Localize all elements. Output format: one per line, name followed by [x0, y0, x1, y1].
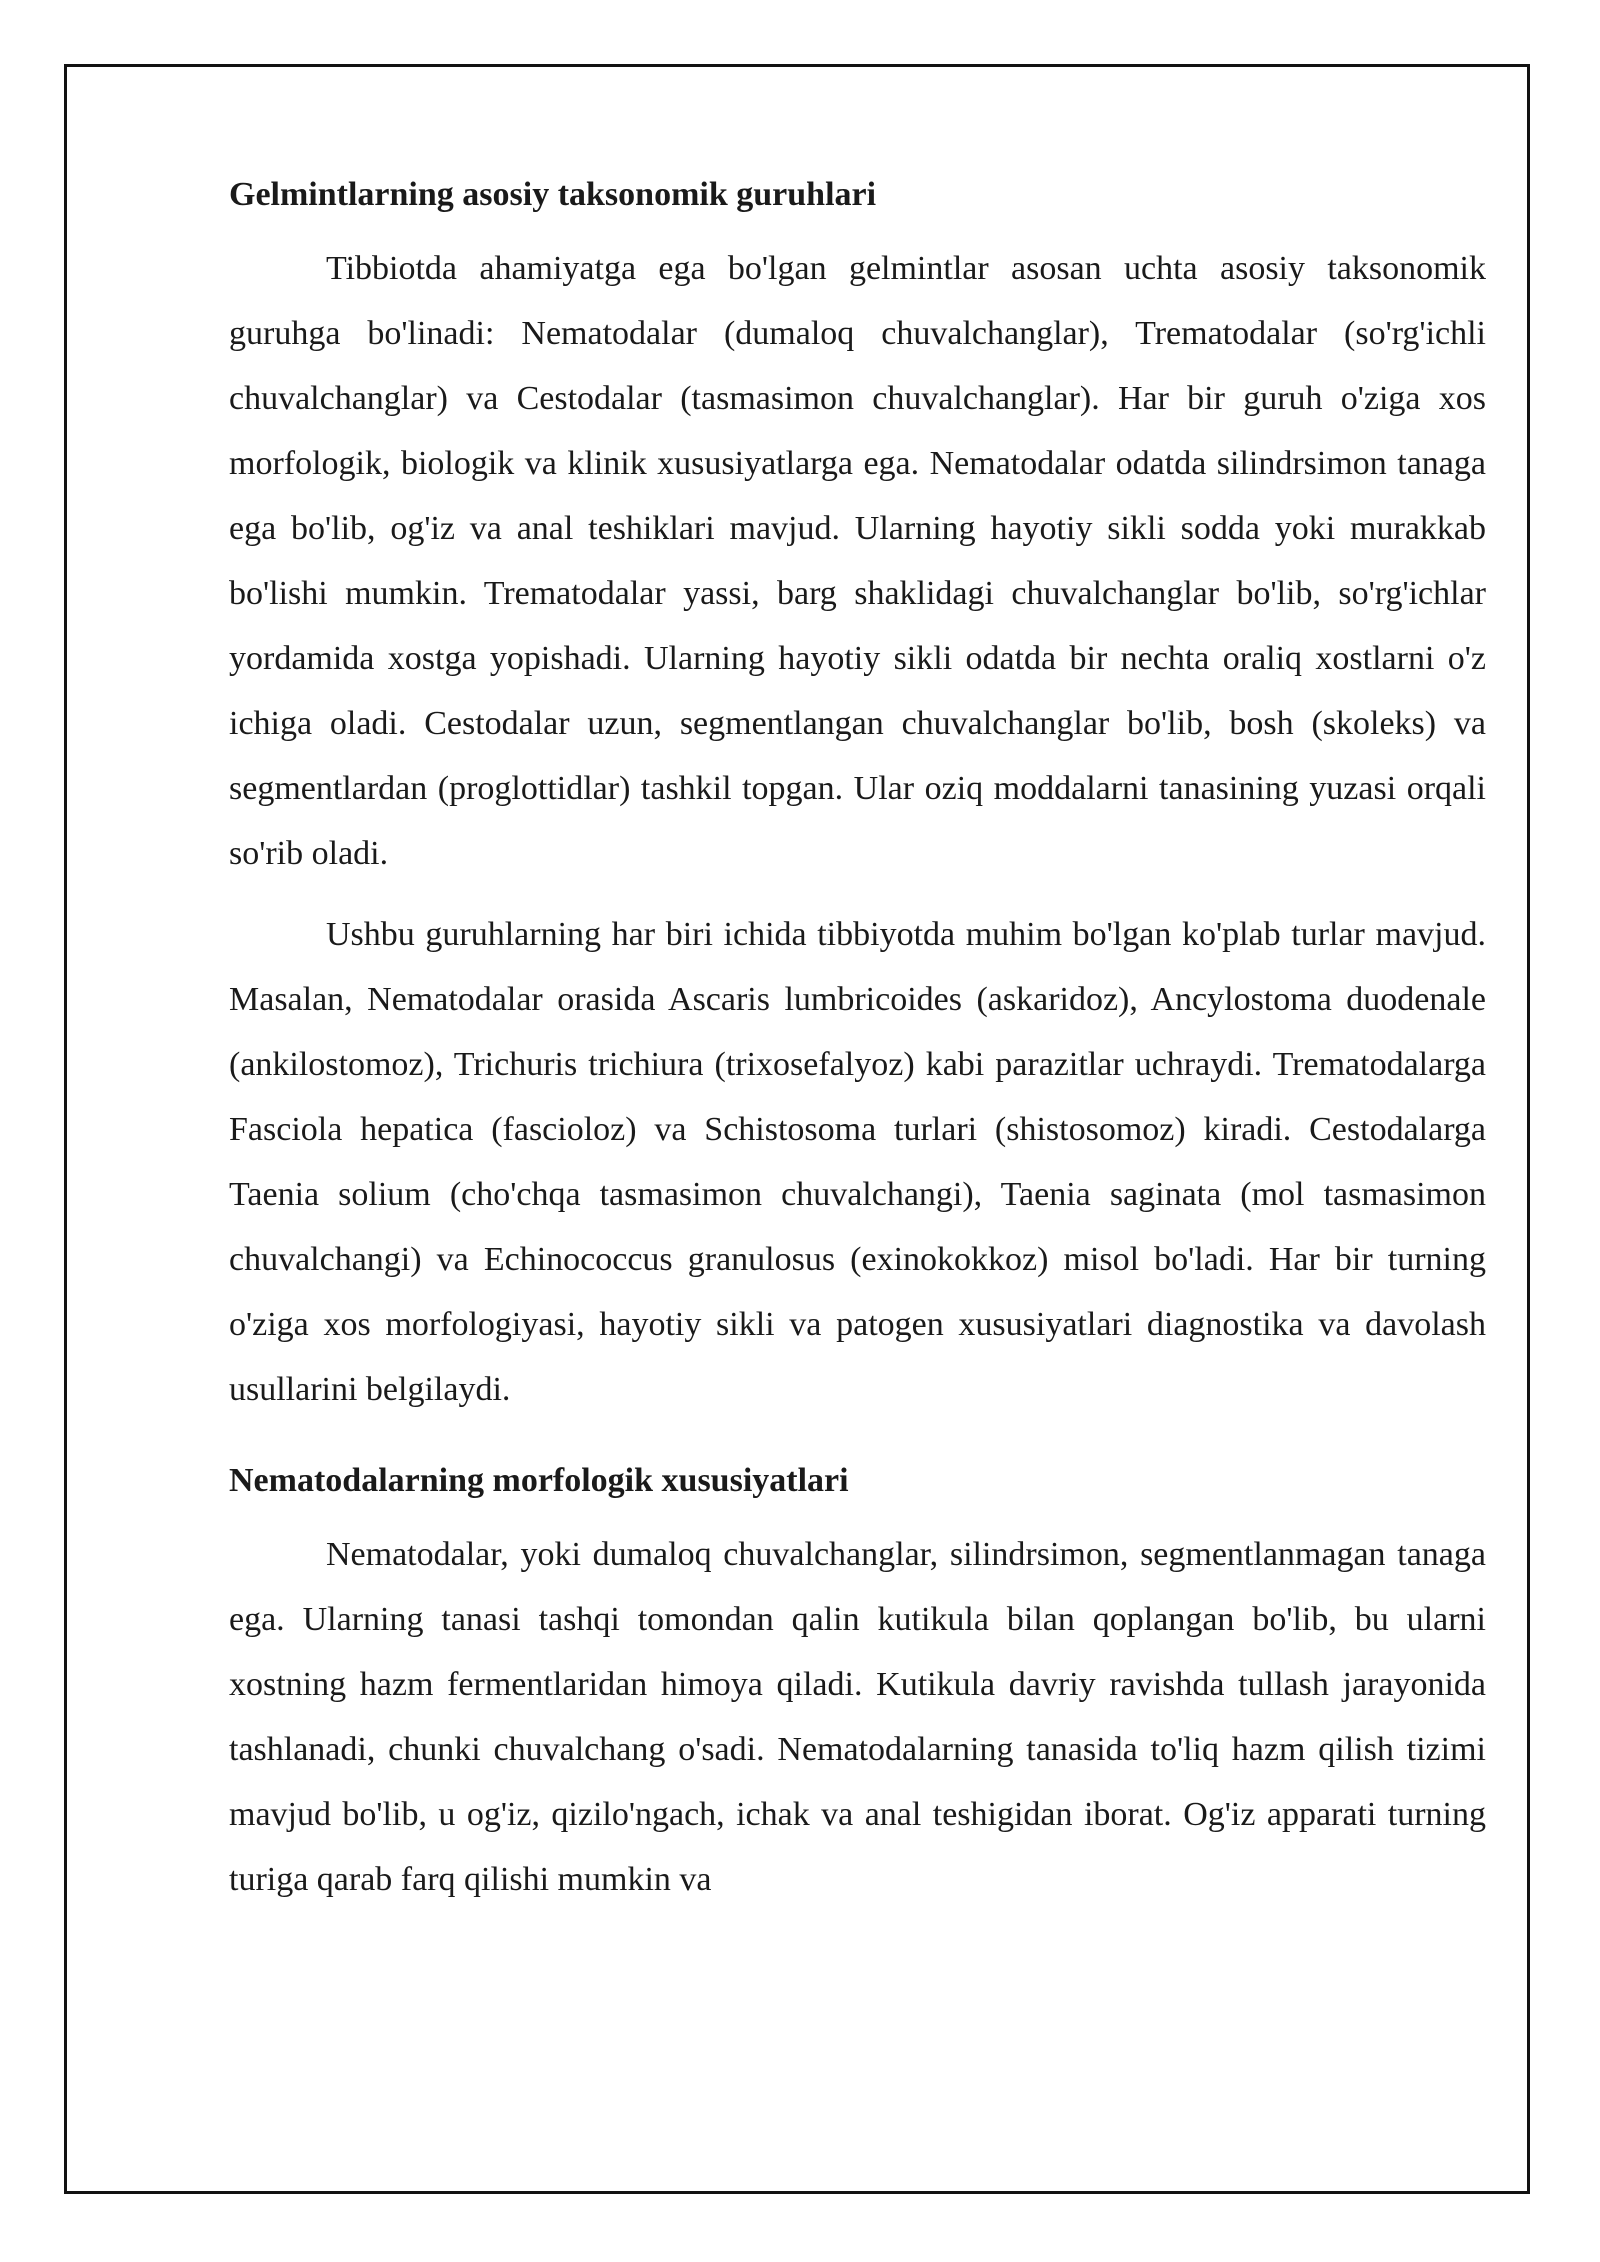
section-heading-taxonomic-groups: Gelmintlarning asosiy taksonomik guruhlari — [229, 176, 877, 213]
paragraph-nematode-morphology: Nematodalar, yoki dumaloq chuvalchanglar, silindrsimon, segmentlanmagan tanaga ega. Ularning tanasi tashqi tomondan qalin kutikula bilan qoplangan bo'lib, bu ularni xostning hazm fermentlaridan himoya qiladi. Kutikula davriy ravishda tullash jarayonida tashlanadi, chunki chuvalchang o'sadi. Nematodalarning tanasida to'liq hazm qilish tizimi mavjud bo'lib, u og'iz, qizilo'ngach, ichak va anal teshigidan iborat. Og'iz apparati turning turiga qarab farq qilishi mumkin va — [229, 1536, 1486, 1898]
section-heading-nematode-morphology: Nematodalarning morfologik xususiyatlari — [229, 1462, 849, 1499]
paragraph-taxonomic-overview: Tibbiotda ahamiyatga ega bo'lgan gelmintlar asosan uchta asosiy taksonomik guruhga bo'linadi: Nematodalar (dumaloq chuvalchanglar), Trematodalar (so'rg'ichli chuvalchanglar) va Cestodalar (tasmasimon chuvalchanglar). Har bir guruh o'ziga xos morfologik, biologik va klinik xususiyatlarga ega. Nematodalar odatda silindrsimon tanaga ega bo'lib, og'iz va anal teshiklari mavjud. Ularning hayotiy sikli sodda yoki murakkab bo'lishi mumkin. Trematodalar yassi, barg shaklidagi chuvalchanglar bo'lib, so'rg'ichlar yordamida xostga yopishadi. Ularning hayotiy sikli odatda bir nechta oraliq xostlarni o'z ichiga oladi. Cestodalar uzun, segmentlangan chuvalchanglar bo'lib, bosh (skoleks) va segmentlardan (proglottidlar) tashkil topgan. Ular oziq moddalarni tanasining yuzasi orqali so'rib oladi. — [229, 250, 1486, 872]
paragraph-species-examples: Ushbu guruhlarning har biri ichida tibbiyotda muhim bo'lgan ko'plab turlar mavjud. Masalan, Nematodalar orasida Ascaris lumbricoides (askaridoz), Ancylostoma duodenale (ankilostomoz), Trichuris trichiura (trixosefalyoz) kabi parazitlar uchraydi. Trematodalarga Fasciola hepatica (fascioloz) va Schistosoma turlari (shistosomoz) kiradi. Cestodalarga Taenia solium (cho'chqa tasmasimon chuvalchangi), Taenia saginata (mol tasmasimon chuvalchangi) va Echinococcus granulosus (exinokokkoz) misol bo'ladi. Har bir turning o'ziga xos morfologiyasi, hayotiy sikli va patogen xususiyatlari diagnostika va davolash usullarini belgilaydi. — [229, 916, 1486, 1408]
document-body — [229, 170, 1486, 1928]
